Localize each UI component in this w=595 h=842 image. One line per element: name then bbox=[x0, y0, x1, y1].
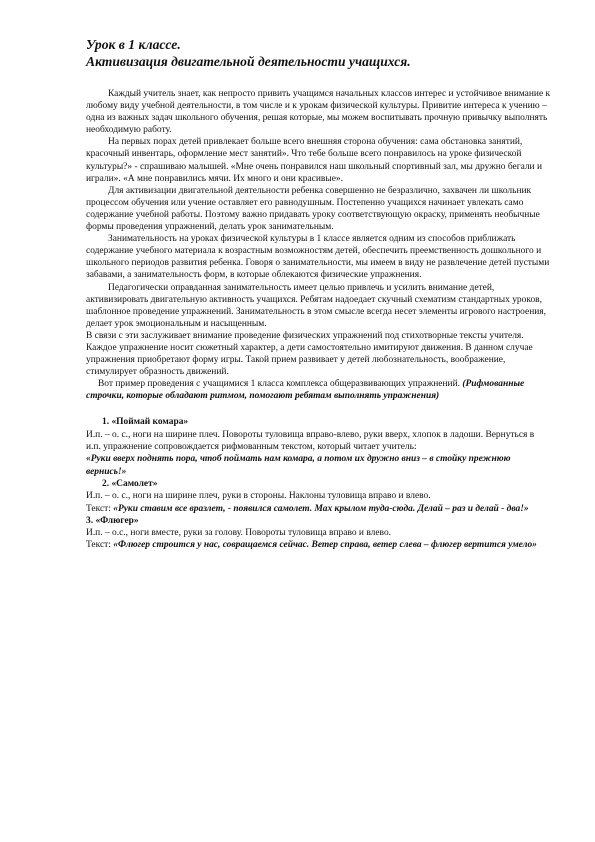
document-title bbox=[86, 36, 551, 70]
intro-paragraph bbox=[86, 378, 551, 402]
paragraph: Каждый учитель знает, как непросто привить учащимся начальных классов интерес и устойчивое внимание к любому виду учебной деятельности, в том числе и к урокам физической культуры. Привитие интереса к учению – одна из важных задач школьного обучения, решая которые, мы можем воспитывать прочную привычку выполнять необходимую работу. bbox=[86, 89, 551, 136]
exercise-verse-label: Текст: bbox=[86, 540, 111, 551]
title-line-1: Урок в 1 классе. bbox=[86, 37, 181, 52]
exercise-verse: «Руки вверх поднять пора, чтоб поймать нам комара, а потом их дружно вниз – в стойку прежнюю вернись!» bbox=[86, 454, 511, 477]
exercise-start-position: И.п. – о. с., ноги на ширине плеч, руки в стороны. Наклоны туловища вправо и влево. bbox=[86, 491, 431, 502]
paragraph: Педагогически оправданная занимательность имеет целью привлечь и усилить внимание детей, активизировать двигательную активность учащихся. Ребятам надоедает скучный схематизм стандартных уроков, шаблонное проведение упражнений. Занимательность в этом смысле всегда несет элементы игрового настроения, делает урок эмоциональным и насыщенным. bbox=[86, 282, 546, 329]
intro-text: Вот пример проведения с учащимися 1 класса комплекса общеразвивающих упражнений. bbox=[98, 379, 461, 390]
exercise-title: 2. «Самолет» bbox=[102, 478, 158, 489]
exercise-verse-label: Текст: bbox=[86, 503, 111, 514]
exercise-item bbox=[86, 478, 551, 515]
exercise-start-position: И.п. – о. с., ноги на ширине плеч. Повороты туловища вправо-влево, руки вверх, хлопок в ладоши. Вернуться в и.п. упражнение сопровождается рифмованным текстом, который читает учитель: bbox=[86, 429, 535, 453]
intro-note: (Рифмованные строчки, которые обладают ритмом, помогают ребятам выполнять упражнения) bbox=[86, 379, 525, 402]
exercise-title: 1. «Поймай комара» bbox=[102, 417, 189, 428]
paragraph: Для активизации двигательной деятельности ребенка совершенно не безразлично, захвачен ли школьник процессом обучения или учение оставляет его равнодушным. Постепенно учащихся начинает увлекать само содержание учебной работы. Поэтому важно придавать уроку соответствующую окраску, применять необычные формы проведения упражнений, делать урок занимательным. bbox=[86, 185, 540, 233]
document-page bbox=[86, 36, 551, 552]
exercise-verse: «Флюгер строится у нас, совращаемся сейчас. Ветер справа, ветер слева – флюгер вертится умело» bbox=[113, 540, 537, 551]
exercise-verse-line bbox=[86, 503, 551, 515]
exercise-list bbox=[86, 416, 551, 551]
exercise-item bbox=[86, 515, 551, 552]
document-body bbox=[86, 88, 551, 402]
exercise-start-position: И.п. – о.с., ноги вместе, руки за голову. Повороты туловища вправо и влево. bbox=[86, 528, 392, 539]
paragraph: В связи с эти заслуживает внимание проведение физических упражнений под стихотворные тексты учителя. Каждое упражнение носит сюжетный характер, а дети самостоятельно имитируют движения. В данном случае упражнения приобретают форму игры. Такой прием развивает у детей любознательность, воображение, стимулирует образность движений. bbox=[86, 330, 533, 378]
exercise-verse-line bbox=[86, 539, 551, 551]
exercise-item bbox=[86, 416, 551, 477]
exercise-verse: «Руки ставим все вразлет, - появился самолет. Мах крылом туда-сюда. Делай – раз и делай - два!» bbox=[113, 503, 529, 514]
paragraph: Занимательность на уроках физической культуры в 1 классе является одним из способов приближать содержание учебного материала к возрастным возможностям детей, обеспечить преемственность дошкольного и школьного периодов развития ребенка. Говоря о занимательности, мы имеем в виду не развлечение детей пустыми забавами, а занимательность форм, в которые облекаются физические упражнения. bbox=[86, 234, 550, 281]
exercise-title: 3. «Флюгер» bbox=[86, 515, 139, 526]
paragraph: На первых порах детей привлекает больше всего внешняя сторона обучения: сама обстановка занятий, красочный инвентарь, оформление мест занятий». Что тебе больше всего понравилось на уроке физической культуры?» - спрашиваю малышей. «Мне очень понравился наш школьный спортивный зал, мы дружно бегали и играли». «А мне понравились мячи. Их много и они красивые». bbox=[86, 137, 543, 184]
title-line-2: Активизация двигательной деятельности учащихся. bbox=[86, 54, 411, 69]
